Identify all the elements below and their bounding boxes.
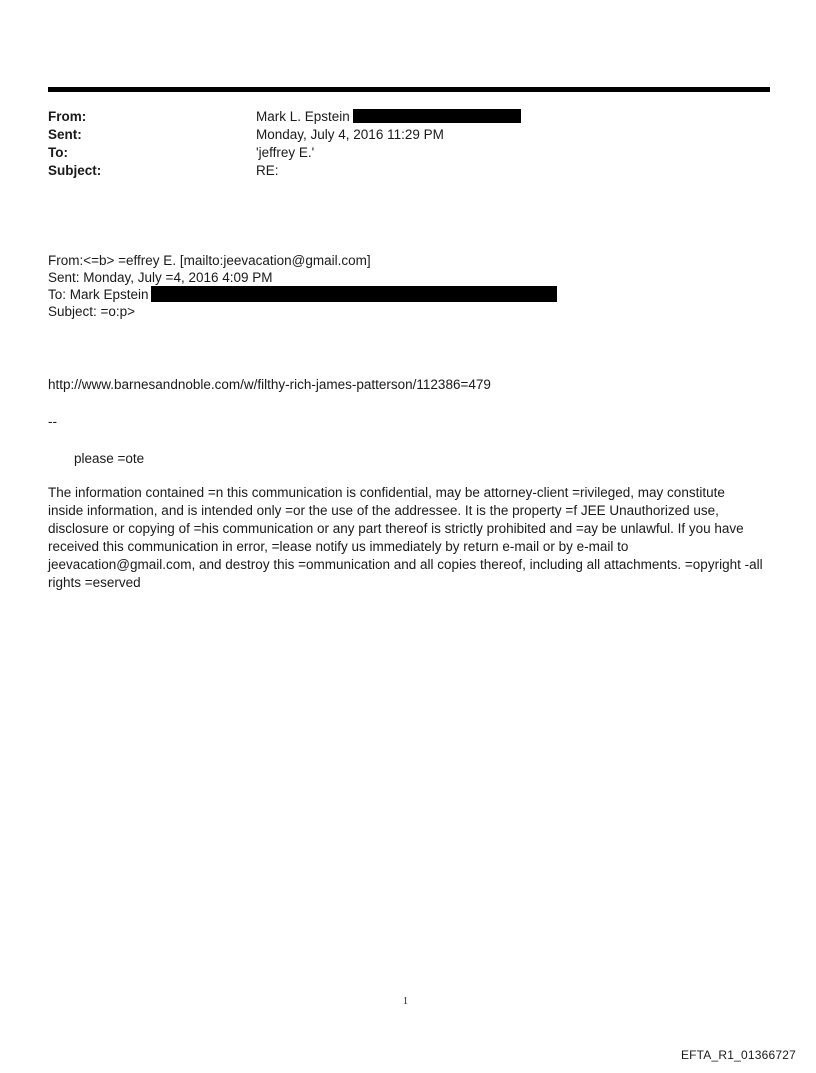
signature-separator: -- (48, 414, 57, 429)
disclaimer-line: The information contained =n this communication is confidential, may be attorney-client =rivileged, may constitute (48, 485, 725, 500)
quoted-sent-line: Sent: Monday, July =4, 2016 4:09 PM (48, 270, 273, 285)
document-id: EFTA_R1_01366727 (680, 1048, 796, 1062)
redaction-bar (353, 109, 521, 123)
please-note-text: please =ote (74, 451, 145, 466)
quoted-to-line (48, 286, 770, 303)
email-header (48, 108, 770, 180)
subject-label: Subject: (48, 163, 102, 178)
sent-row (48, 126, 770, 144)
quoted-header (48, 252, 770, 320)
disclaimer-line: received this communication in error, =lease notify us immediately by return e-mail or by e-mail to (48, 539, 629, 554)
disclaimer-line: disclosure or copying of =his communication or any part thereof is strictly prohibited and =ay be unlawful. If you have (48, 521, 744, 536)
disclaimer-line: rights =eserved (48, 575, 141, 590)
to-value: 'jeffrey E.' (256, 145, 315, 160)
disclaimer-line: jeevacation@gmail.com, and destroy this =ommunication and all copies thereof, including all attachments. =opyright -all (48, 557, 763, 572)
subject-value: RE: (256, 163, 279, 178)
quoted-subject-line: Subject: =o:p> (48, 304, 136, 319)
book-link: http://www.barnesandnoble.com/w/filthy-rich-james-patterson/112386=479 (48, 377, 491, 392)
sent-label: Sent: (48, 127, 82, 142)
redaction-bar (151, 286, 557, 302)
quoted-to-text: To: Mark Epstein (48, 287, 149, 302)
sent-value: Monday, July 4, 2016 11:29 PM (256, 127, 444, 142)
page-number: 1 (403, 996, 408, 1007)
header-rule (48, 87, 770, 92)
from-row (48, 108, 770, 126)
disclaimer-line: inside information, and is intended only =or the use of the addressee. It is the property =f JEE Unauthorized use, (48, 503, 719, 518)
to-label: To: (48, 145, 68, 160)
from-label: From: (48, 109, 87, 124)
from-value (256, 108, 521, 126)
from-name: Mark L. Epstein (256, 109, 350, 124)
confidentiality-disclaimer (48, 484, 776, 592)
to-row (48, 144, 770, 162)
quoted-from-line: From:<=b> =effrey E. [mailto:jeevacation@gmail.com] (48, 253, 371, 268)
subject-row (48, 162, 770, 180)
